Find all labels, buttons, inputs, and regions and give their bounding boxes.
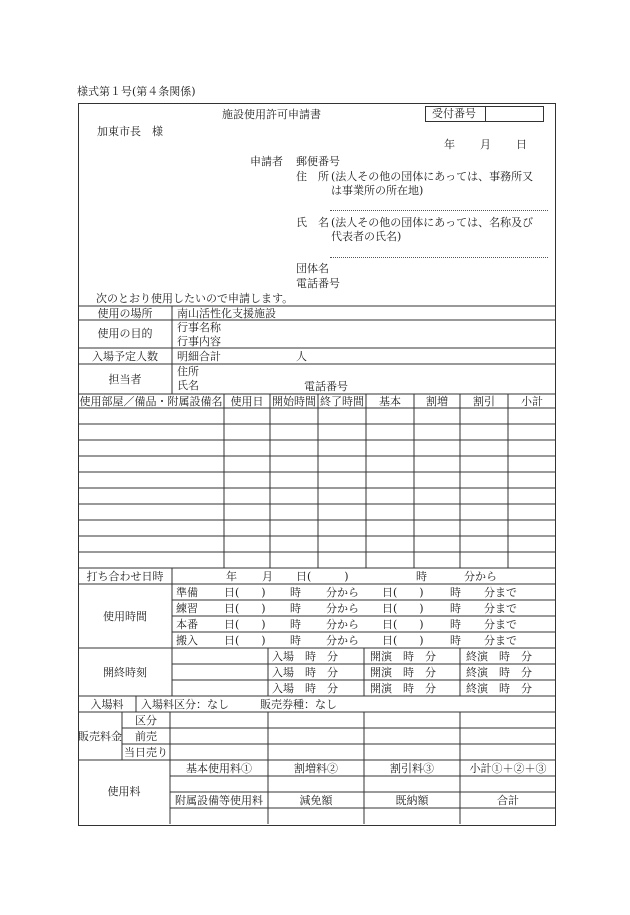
event-name-label: 行事名称 xyxy=(177,321,221,334)
usage-time-name: 準備 xyxy=(176,586,198,599)
meeting-year: 年 xyxy=(226,570,237,583)
usage-time-to: 分まで xyxy=(484,634,517,647)
applicant-phone-label: 電話番号 xyxy=(296,277,340,290)
usage-time-day: 日( ) xyxy=(224,618,266,631)
place-value: 南山活性化支援施設 xyxy=(177,307,276,320)
usage-time-to: 分まで xyxy=(484,618,517,631)
usage-time-hour: 時 xyxy=(290,618,301,631)
admission-category: 入場料区分：なし xyxy=(141,698,229,711)
postal-code-label: 郵便番号 xyxy=(296,155,340,168)
subtotal-fee-label: 小計①＋②＋③ xyxy=(469,762,547,775)
ticket-type: 販売券種：なし xyxy=(260,698,337,711)
open-close-start: 開演 時 分 xyxy=(370,650,436,663)
header-end-time: 終了時間 xyxy=(320,395,364,408)
open-close-start: 開演 時 分 xyxy=(370,666,436,679)
request-statement: 次のとおり使用したいので申請します。 xyxy=(96,292,294,305)
date-year: 年 xyxy=(444,138,455,151)
addressee: 加東市長 様 xyxy=(97,125,163,138)
header-basic: 基本 xyxy=(379,395,401,408)
form-number: 様式第１号(第４条関係) xyxy=(77,85,196,98)
usage-time-hour: 時 xyxy=(290,586,301,599)
meeting-hour: 時 xyxy=(416,570,427,583)
usage-time-from: 分から xyxy=(326,602,359,615)
name-note-1: (法人その他の団体にあっては、名称及び xyxy=(331,216,534,229)
open-close-start: 開演 時 分 xyxy=(370,682,436,695)
address-label: 住 所 xyxy=(296,170,329,183)
attendance-label: 入場予定人数 xyxy=(92,350,158,363)
usage-time-day2: 日( ) xyxy=(382,634,424,647)
header-subtotal: 小計 xyxy=(521,395,543,408)
open-close-end: 終演 時 分 xyxy=(466,666,532,679)
equipment-fee-label: 附属設備等使用料 xyxy=(175,794,263,807)
event-content-label: 行事内容 xyxy=(177,335,221,348)
contact-phone-label: 電話番号 xyxy=(304,380,348,393)
discount-fee-label: 割引料③ xyxy=(390,762,434,775)
usage-time-hour: 時 xyxy=(290,602,301,615)
sales-door-label: 当日売り xyxy=(124,746,168,759)
contact-address-label: 住所 xyxy=(177,365,199,378)
open-close-entry: 入場 時 分 xyxy=(272,666,338,679)
usage-time-name: 練習 xyxy=(176,602,198,615)
sales-advance-label: 前売 xyxy=(135,730,157,743)
open-close-entry: 入場 時 分 xyxy=(272,682,338,695)
usage-time-from: 分から xyxy=(326,586,359,599)
name-note-2: 代表者の氏名) xyxy=(331,230,402,243)
usage-time-day2: 日( ) xyxy=(382,586,424,599)
admission-label: 入場料 xyxy=(90,698,124,711)
usage-time-hour2: 時 xyxy=(450,602,461,615)
date-month: 月 xyxy=(480,138,491,151)
open-close-end: 終演 時 分 xyxy=(466,650,532,663)
usage-time-hour2: 時 xyxy=(450,618,461,631)
sales-price-label: 販売料金 xyxy=(78,730,122,743)
meeting-month: 月 xyxy=(262,570,273,583)
header-use-date: 使用日 xyxy=(230,395,264,408)
paid-amount-label: 既納額 xyxy=(395,794,429,807)
usage-time-hour: 時 xyxy=(290,634,301,647)
usage-time-name: 本番 xyxy=(176,618,198,631)
place-label: 使用の場所 xyxy=(97,307,153,320)
applicant-label: 申請者 xyxy=(250,155,283,168)
basic-fee-label: 基本使用料① xyxy=(186,762,252,775)
header-room-equipment: 使用部屋／備品・附属設備名 xyxy=(79,395,223,408)
contact-person-label: 担当者 xyxy=(108,373,142,386)
meeting-minute: 分から xyxy=(464,570,497,583)
receipt-number-label: 受付番号 xyxy=(432,107,476,120)
usage-time-day2: 日( ) xyxy=(382,602,424,615)
group-name-label: 団体名 xyxy=(296,262,329,275)
open-close-label: 開終時刻 xyxy=(103,666,147,679)
header-surcharge: 割増 xyxy=(426,395,448,408)
address-note-2: は事業所の所在地) xyxy=(331,184,424,197)
form-title: 施設使用許可申請書 xyxy=(222,108,321,121)
usage-time-label: 使用時間 xyxy=(103,610,147,623)
usage-time-hour2: 時 xyxy=(450,586,461,599)
attendance-total-label: 明細合計 xyxy=(177,350,221,363)
meeting-day: 日( ) xyxy=(296,570,349,583)
attendance-unit: 人 xyxy=(296,350,307,363)
usage-time-to: 分まで xyxy=(484,586,517,599)
header-start-time: 開始時間 xyxy=(272,395,316,408)
address-note-1: (法人その他の団体にあっては、事務所又 xyxy=(331,170,534,183)
usage-time-name: 搬入 xyxy=(176,634,198,647)
contact-name-label: 氏名 xyxy=(177,379,199,392)
usage-fee-label: 使用料 xyxy=(107,785,141,798)
usage-time-from: 分から xyxy=(326,618,359,631)
meeting-datetime-label: 打ち合わせ日時 xyxy=(86,570,164,583)
sales-category-label: 区分 xyxy=(135,714,157,727)
usage-time-day: 日( ) xyxy=(224,602,266,615)
purpose-label: 使用の目的 xyxy=(97,327,153,340)
date-day: 日 xyxy=(516,138,527,151)
reduction-label: 減免額 xyxy=(299,794,333,807)
header-discount: 割引 xyxy=(473,395,495,408)
usage-time-day2: 日( ) xyxy=(382,618,424,631)
total-label: 合計 xyxy=(497,794,519,807)
open-close-entry: 入場 時 分 xyxy=(272,650,338,663)
name-label: 氏 名 xyxy=(296,216,329,229)
usage-time-day: 日( ) xyxy=(224,586,266,599)
usage-time-hour2: 時 xyxy=(450,634,461,647)
usage-time-from: 分から xyxy=(326,634,359,647)
open-close-end: 終演 時 分 xyxy=(466,682,532,695)
usage-time-day: 日( ) xyxy=(224,634,266,647)
surcharge-fee-label: 割増料② xyxy=(294,762,338,775)
usage-time-to: 分まで xyxy=(484,602,517,615)
